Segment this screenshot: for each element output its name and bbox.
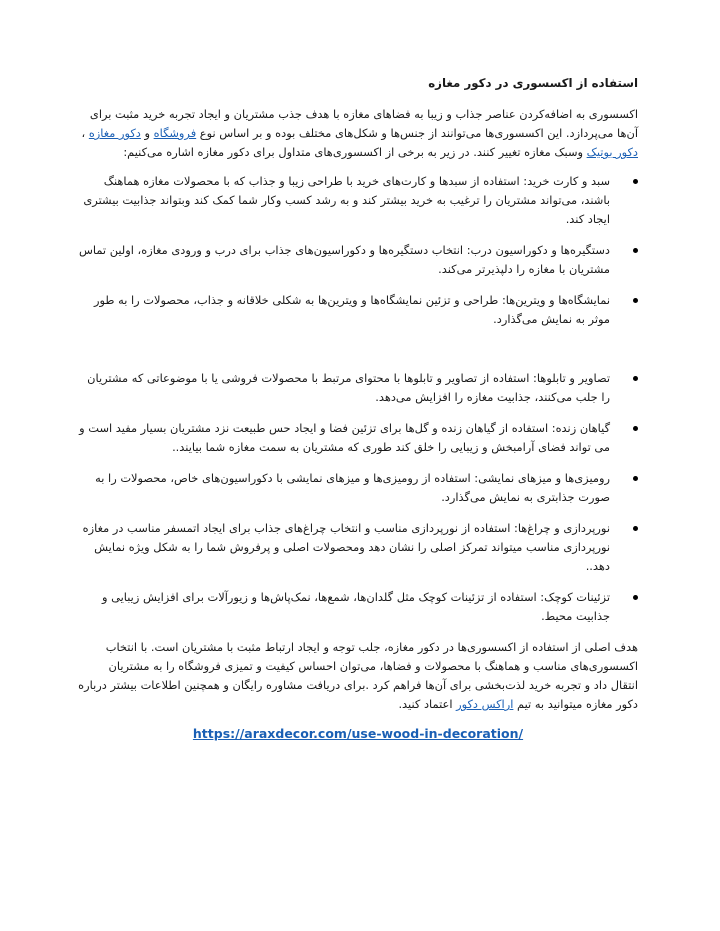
- link-shop-decor[interactable]: دکور مغازه: [88, 126, 141, 140]
- document-content: [78, 74, 638, 743]
- link-boutique-decor[interactable]: دکور بوتیک: [586, 145, 638, 159]
- intro-paragraph: [78, 105, 638, 162]
- bullet-icon: [633, 426, 638, 431]
- list-item-text: نورپردازی و چراغ‌ها: استفاده از نورپردازی مناسب و انتخاب چراغ‌های جذاب برای ایجاد اتمسفر مناسب در مغازه نورپردازی مناسب میتواند تمرکز اصلی را نشان دهد ومحصولات اصلی و پرفروش شما را به شکل ویژه نمایش دهد..: [82, 521, 610, 573]
- list-item: [78, 291, 638, 329]
- bullet-icon: [633, 179, 638, 184]
- accessory-list-1: [78, 172, 638, 329]
- list-item: [78, 588, 638, 626]
- spacer: [78, 341, 638, 369]
- list-item-text: تزئینات کوچک: استفاده از تزئینات کوچک مثل گلدان‌ها، شمع‌ها، نمک‌پاش‌ها و زیورآلات برای افزایش زیبایی و جذابیت محیط.: [101, 590, 610, 623]
- list-item: [78, 419, 638, 457]
- link-store[interactable]: فروشگاه: [153, 126, 197, 140]
- bullet-icon: [633, 526, 638, 531]
- accessory-list-2: [78, 369, 638, 626]
- bullet-icon: [633, 595, 638, 600]
- list-item-text: سبد و کارت خرید: استفاده از سبدها و کارت‌های خرید با طراحی زیبا و جذاب که با محصولات مغازه هماهنگ باشند، می‌تواند مشتریان را ترغیب به خرید بیشتر کند و به رشد کسب وکار شما کمک کند وبتواند جذابیت بیشتری ایجاد کند.: [83, 174, 610, 226]
- list-item: [78, 369, 638, 407]
- conclusion-paragraph: [78, 638, 638, 714]
- bullet-icon: [633, 376, 638, 381]
- bullet-icon: [633, 298, 638, 303]
- list-item: [78, 469, 638, 507]
- list-item: [78, 519, 638, 576]
- list-item-text: نمایشگاه‌ها و ویترین‌ها: طراحی و تزئین نمایشگاه‌ها و ویترین‌ها به شکلی خلاقانه و جذاب، محصولات را به طور موثر به نمایش می‌گذارد.: [94, 293, 610, 326]
- source-url-link[interactable]: https://araxdecor.com/use-wood-in-decoration/: [192, 726, 524, 741]
- intro-text-start: اکسسوری به اضافه‌کردن عناصر جذاب و زیبا به فضاهای مغازه با هدف جذب مشتریان و ایجاد تجربه خرید مثبت برای آن‌ها می‌پردازد. این اکسسوری‌ها می‌توانند از جنس‌ها و شکل‌های مختلف بوده و بر اساس نوع: [89, 107, 638, 140]
- intro-text-end: وسبک مغازه تغییر کنند. در زیر به برخی از اکسسوری‌های متداول برای دکور مغازه اشاره می‌کنیم:: [123, 145, 587, 159]
- list-item-text: دستگیره‌ها و دکوراسیون درب: انتخاب دستگیره‌ها و دکوراسیون‌های جذاب برای درب و ورودی مغازه، اولین تماس مشتریان با مغازه را دلپذیرتر می‌کند.: [78, 243, 610, 276]
- list-item-text: تصاویر و تابلوها: استفاده از تصاویر و تابلوها با محتوای مرتبط با محصولات فروشی یا با موضوعاتی که مشتریان را جلب می‌کنند، جذابیت مغازه را افزایش می‌دهد.: [87, 371, 610, 404]
- list-item-text: رومیزی‌ها و میزهای نمایشی: استفاده از رومیزی‌ها و میزهای نمایشی با دکوراسیون‌های خاص، محصولات را به صورت جذابتری به نمایش می‌گذارد.: [95, 471, 610, 504]
- document-title: استفاده از اکسسوری در دکور مغازه: [428, 76, 638, 90]
- bullet-icon: [633, 248, 638, 253]
- conclusion-text-start: هدف اصلی از استفاده از اکسسوری‌ها در دکور مغازه، جلب توجه و ایجاد ارتباط مثبت با مشتریان است. با انتخاب اکسسوری‌های مناسب و هماهنگ با محصولات و فضاها، می‌توان احساس کیفیت و تمیزی فروشگاه را به مشتریان انتقال داد و تجربه خرید لذت‌بخشی برای آن‌ها فراهم کرد .برای دریافت مشاوره رایگان و همچنین اطلاعات بیشتر درباره دکور مغازه میتوانید به تیم: [78, 640, 638, 711]
- list-item-text: گیاهان زنده: استفاده از گیاهان زنده و گل‌ها برای تزئین فضا و ایجاد حس طبیعت نزد مشتریان بسیار مفید است و می تواند فضای آرامبخش و زیبایی را خلق کند طوری که مشتریان به سمت مغازه شما بیایند..: [79, 421, 610, 454]
- list-item: [78, 172, 638, 229]
- bullet-icon: [633, 476, 638, 481]
- intro-separator-2: ،: [81, 126, 89, 140]
- link-arax-decor[interactable]: اراکس دکور: [456, 697, 514, 711]
- conclusion-text-end: اعتماد کنید.: [398, 697, 457, 711]
- list-item: [78, 241, 638, 279]
- intro-separator-1: و: [140, 126, 154, 140]
